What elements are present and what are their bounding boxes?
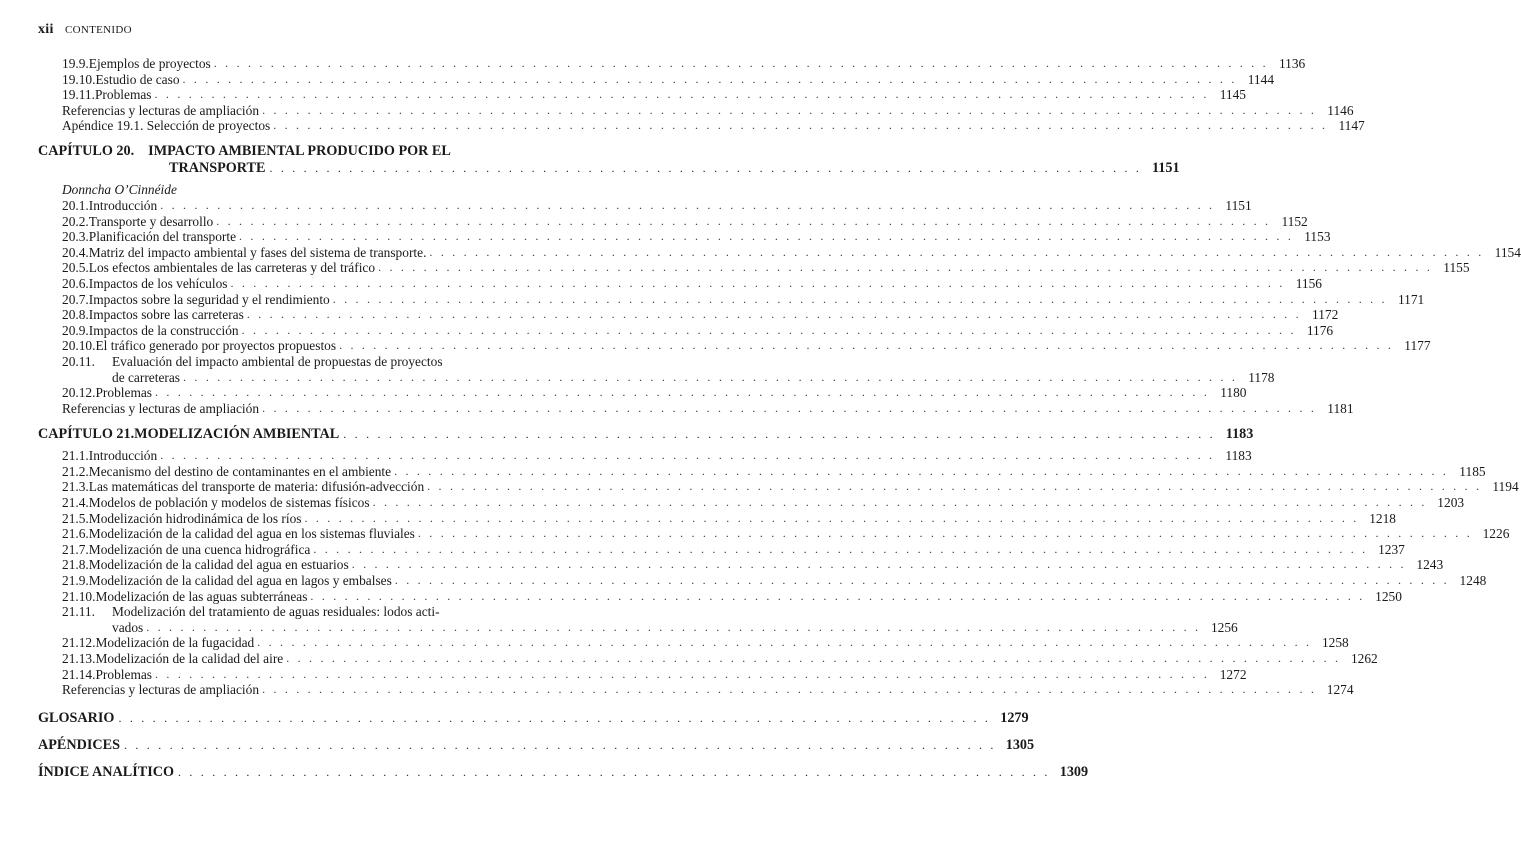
toc-entry[interactable]: [38, 479, 1519, 495]
entry-number: 21.6.: [62, 526, 89, 542]
chapter-page: 1151: [1151, 159, 1180, 176]
table-of-contents: [38, 56, 1521, 781]
entry-number: 19.10.: [62, 71, 96, 87]
entry-page: 1237: [1378, 541, 1405, 557]
entry-page: 1181: [1327, 400, 1354, 416]
entry-title: Planificación del transporte: [88, 229, 237, 245]
leader-dots: [262, 682, 1317, 698]
toc-entry[interactable]: [38, 495, 1465, 511]
entry-page: 1136: [1278, 56, 1306, 71]
entry-title: Modelos de población y modelos de sistemas físicos: [88, 495, 370, 511]
entry-number: 21.12.: [62, 635, 96, 651]
toc-appendix[interactable]: [38, 118, 1365, 134]
entry-number: 20.9.: [62, 322, 89, 338]
entry-number: 20.2.: [62, 213, 89, 229]
entry-page: 1258: [1321, 635, 1349, 651]
entry-page: 1147: [1338, 118, 1365, 134]
leader-dots: [239, 229, 1294, 245]
entry-page: 1183: [1225, 448, 1252, 464]
toc-entry[interactable]: [38, 604, 554, 620]
toc-entry[interactable]: [38, 510, 1396, 527]
toc-entry[interactable]: [38, 229, 1331, 245]
toc-entry[interactable]: [38, 197, 1252, 214]
toc-entry[interactable]: [38, 541, 1405, 558]
entry-page: 1144: [1247, 71, 1275, 87]
toc-entry[interactable]: [38, 244, 1521, 261]
chapter-title: IMPACTO AMBIENTAL PRODUCIDO POR EL: [148, 142, 451, 159]
leader-dots: [214, 56, 1269, 72]
leader-dots: [286, 651, 1341, 667]
entry-title: Impactos de los vehículos: [88, 275, 228, 291]
leader-dots: [155, 87, 1210, 103]
entry-number: 20.5.: [62, 260, 89, 276]
chapter-title: MODELIZACIÓN AMBIENTAL: [134, 426, 340, 443]
entry-number: 21.11.: [62, 604, 95, 620]
entry-title: Impactos de la construcción: [88, 322, 239, 338]
entry-title: Estudio de caso: [95, 71, 180, 87]
entry-page: 1262: [1350, 651, 1378, 666]
entry-number: 20.1.: [62, 197, 89, 213]
entry-page: 1272: [1219, 666, 1247, 682]
entry-page: 1155: [1443, 260, 1470, 276]
entry-title: Referencias y lecturas de ampliación: [62, 400, 260, 416]
entry-title: Modelización del tratamiento de aguas residuales: lodos acti-: [112, 604, 440, 620]
entry-number: 21.1.: [62, 448, 89, 464]
entry-title: Modelización de la fugacidad: [95, 635, 255, 651]
entry-number: 20.8.: [62, 307, 89, 323]
toc-entry[interactable]: [38, 307, 1339, 323]
entry-page: 1250: [1375, 588, 1402, 604]
toc-entry[interactable]: [38, 651, 1378, 667]
toc-entry[interactable]: [38, 635, 1349, 651]
toc-entry[interactable]: [38, 573, 1487, 589]
leader-dots: [262, 401, 1317, 417]
leader-dots: [394, 464, 1449, 480]
toc-index[interactable]: [38, 763, 1089, 781]
chapter-heading[interactable]: [38, 426, 1254, 443]
entry-page: 1171: [1397, 291, 1425, 307]
entry-page: 1153: [1304, 229, 1331, 245]
entry-title: Las matemáticas del transporte de materia: difusión-advección: [88, 479, 425, 495]
leader-dots: [146, 620, 1201, 636]
section-title: GLOSARIO: [38, 709, 115, 726]
entry-page: 1152: [1281, 213, 1308, 229]
entry-title: Ejemplos de proyectos: [88, 56, 211, 71]
entry-title: Introducción: [88, 197, 158, 213]
leader-dots: [257, 635, 1312, 651]
entry-page: 1180: [1220, 385, 1247, 401]
leader-dots: [118, 710, 990, 727]
entry-title: Los efectos ambientales de las carreteras y del tráfico: [88, 260, 376, 276]
leader-dots: [429, 245, 1484, 261]
toc-entry[interactable]: [38, 526, 1510, 542]
entry-page: 1194: [1492, 479, 1519, 495]
leader-dots: [352, 557, 1407, 573]
leader-dots: [155, 667, 1210, 683]
toc-entry[interactable]: [38, 463, 1486, 480]
leader-dots: [273, 118, 1328, 134]
entry-title: Modelización de la calidad del aire: [95, 651, 284, 666]
entry-title: Referencias y lecturas de ampliación: [62, 102, 260, 118]
entry-page: 1146: [1327, 102, 1354, 118]
leader-dots: [395, 573, 1450, 589]
entry-title: Impactos sobre las carreteras: [88, 307, 244, 323]
leader-dots: [427, 479, 1482, 495]
chapter-title-line2: TRANSPORTE: [169, 159, 266, 176]
leader-dots: [343, 426, 1215, 443]
entry-title: Problemas: [94, 87, 152, 103]
entry-number: 20.6.: [62, 275, 89, 291]
toc-entry[interactable]: [38, 275, 1322, 292]
toc-entry[interactable]: [38, 322, 1334, 339]
leader-dots: [373, 495, 1428, 511]
entry-title: Introducción: [88, 448, 158, 464]
entry-number: 20.11.: [62, 353, 95, 369]
chapter-label: CAPÍTULO 20.: [38, 142, 135, 159]
toc-entry[interactable]: [38, 291, 1425, 308]
toc-entry[interactable]: [38, 338, 1431, 354]
leader-dots: [183, 370, 1238, 386]
leader-dots: [178, 764, 1050, 781]
leader-dots: [339, 338, 1394, 354]
entry-title: Mecanismo del destino de contaminantes en el ambiente: [88, 463, 392, 479]
entry-title: Modelización hidrodinámica de los ríos: [88, 510, 302, 526]
entry-title: Modelización de la calidad del agua en los sistemas fluviales: [88, 526, 415, 542]
entry-page: 1226: [1482, 526, 1510, 542]
entry-page: 1256: [1210, 619, 1238, 635]
leader-dots: [160, 448, 1215, 464]
entry-number: 21.14.: [62, 666, 96, 682]
toc-appendices[interactable]: [38, 736, 1035, 754]
chapter-heading[interactable]: [38, 143, 554, 160]
leader-dots: [231, 276, 1286, 292]
toc-entry[interactable]: [38, 213, 1308, 230]
section-page: 1305: [1005, 736, 1035, 753]
entry-number: 21.13.: [62, 651, 96, 666]
entry-number: 19.11.: [62, 87, 95, 103]
toc-references[interactable]: [38, 682, 1354, 698]
toc-entry-cont[interactable]: [38, 619, 1238, 636]
toc-entry-cont[interactable]: [38, 369, 1275, 386]
entry-number: 21.8.: [62, 557, 89, 573]
entry-title: El tráfico generado por proyectos propuestos: [95, 338, 337, 354]
toc-entry[interactable]: [38, 260, 1470, 276]
entry-number: 20.3.: [62, 229, 89, 245]
entry-number: 21.2.: [62, 463, 89, 479]
entry-title: Modelización de la calidad del agua en estuarios: [88, 557, 349, 573]
entry-title: Referencias y lecturas de ampliación: [62, 682, 260, 698]
leader-dots: [269, 160, 1141, 177]
entry-page: 1178: [1248, 369, 1275, 385]
leader-dots: [216, 214, 1271, 230]
leader-dots: [305, 511, 1360, 527]
leader-dots: [124, 737, 996, 754]
leader-dots: [333, 292, 1388, 308]
entry-page: 1203: [1437, 495, 1465, 511]
entry-number: 20.4.: [62, 244, 89, 260]
leader-dots: [160, 198, 1215, 214]
entry-page: 1243: [1416, 557, 1444, 573]
entry-page: 1248: [1459, 573, 1487, 589]
entry-number: 21.10.: [62, 588, 96, 604]
entry-number: 20.12.: [62, 385, 96, 401]
leader-dots: [183, 72, 1238, 88]
entry-number: 21.7.: [62, 541, 89, 557]
section-title: ÍNDICE ANALÍTICO: [38, 763, 174, 780]
running-header: [38, 22, 132, 38]
entry-number: 21.4.: [62, 495, 89, 511]
entry-title: Problemas: [95, 385, 153, 401]
entry-number: 20.10.: [62, 338, 96, 354]
toc-references[interactable]: [38, 102, 1354, 119]
entry-title: Modelización de una cuenca hidrográfica: [88, 541, 311, 557]
toc-entry[interactable]: [38, 588, 1402, 605]
entry-page: 1177: [1404, 338, 1431, 354]
entry-number: 21.9.: [62, 573, 89, 589]
entry-title: Transporte y desarrollo: [88, 213, 214, 229]
entry-page: 1151: [1225, 197, 1252, 213]
toc-entry[interactable]: [38, 448, 1252, 464]
entry-page: 1145: [1219, 87, 1247, 103]
leader-dots: [378, 260, 1433, 276]
entry-page: 1185: [1459, 463, 1486, 479]
entry-title: Modelización de la calidad del agua en lagos y embalses: [88, 573, 392, 589]
leader-dots: [313, 542, 1368, 558]
toc-entry[interactable]: [38, 71, 1275, 88]
toc-entry[interactable]: [38, 385, 1247, 401]
toc-entry[interactable]: [38, 56, 1306, 72]
entry-page: 1218: [1369, 510, 1396, 526]
entry-page: 1154: [1494, 244, 1521, 260]
leader-dots: [247, 307, 1302, 323]
toc-references[interactable]: [38, 400, 1354, 417]
entry-page: 1274: [1326, 682, 1354, 698]
entry-title-cont: de carreteras: [112, 369, 181, 385]
toc-entry[interactable]: [38, 666, 1247, 683]
entry-title: Modelización de las aguas subterráneas: [95, 588, 308, 604]
chapter-page: 1183: [1225, 426, 1254, 443]
leader-dots: [155, 385, 1210, 401]
chapter-heading-cont[interactable]: [38, 159, 1180, 177]
leader-dots: [418, 526, 1473, 542]
entry-number: 21.5.: [62, 510, 89, 526]
section-page: 1279: [1000, 709, 1029, 726]
leader-dots: [242, 323, 1297, 339]
entry-title-cont: vados: [112, 619, 144, 635]
chapter-label: CAPÍTULO 21.: [38, 426, 135, 443]
entry-title: Impactos sobre la seguridad y el rendimiento: [88, 291, 330, 307]
section-title: APÉNDICES: [38, 736, 120, 753]
entry-number: 19.9.: [62, 56, 89, 71]
toc-entry[interactable]: [38, 557, 1444, 573]
leader-dots: [310, 589, 1365, 605]
entry-title: Apéndice 19.1. Selección de proyectos: [62, 118, 271, 134]
page-number: xii: [38, 22, 54, 37]
toc-entry[interactable]: [38, 87, 1247, 103]
entry-number: 20.7.: [62, 291, 89, 307]
section-page: 1309: [1059, 763, 1089, 780]
toc-entry[interactable]: [38, 354, 554, 370]
entry-page: 1176: [1306, 322, 1334, 338]
entry-page: 1172: [1312, 307, 1339, 323]
running-title: CONTENIDO: [65, 24, 132, 36]
leader-dots: [262, 103, 1317, 119]
entry-title: Matriz del impacto ambiental y fases del sistema de transporte.: [88, 244, 427, 260]
toc-glossary[interactable]: [38, 709, 1029, 727]
entry-title: Evaluación del impacto ambiental de propuestas de proyectos: [112, 353, 443, 369]
chapter-author: Donncha O’Cinnéide: [62, 181, 177, 197]
entry-number: 21.3.: [62, 479, 89, 495]
entry-title: Problemas: [95, 666, 153, 682]
entry-page: 1156: [1295, 275, 1322, 291]
